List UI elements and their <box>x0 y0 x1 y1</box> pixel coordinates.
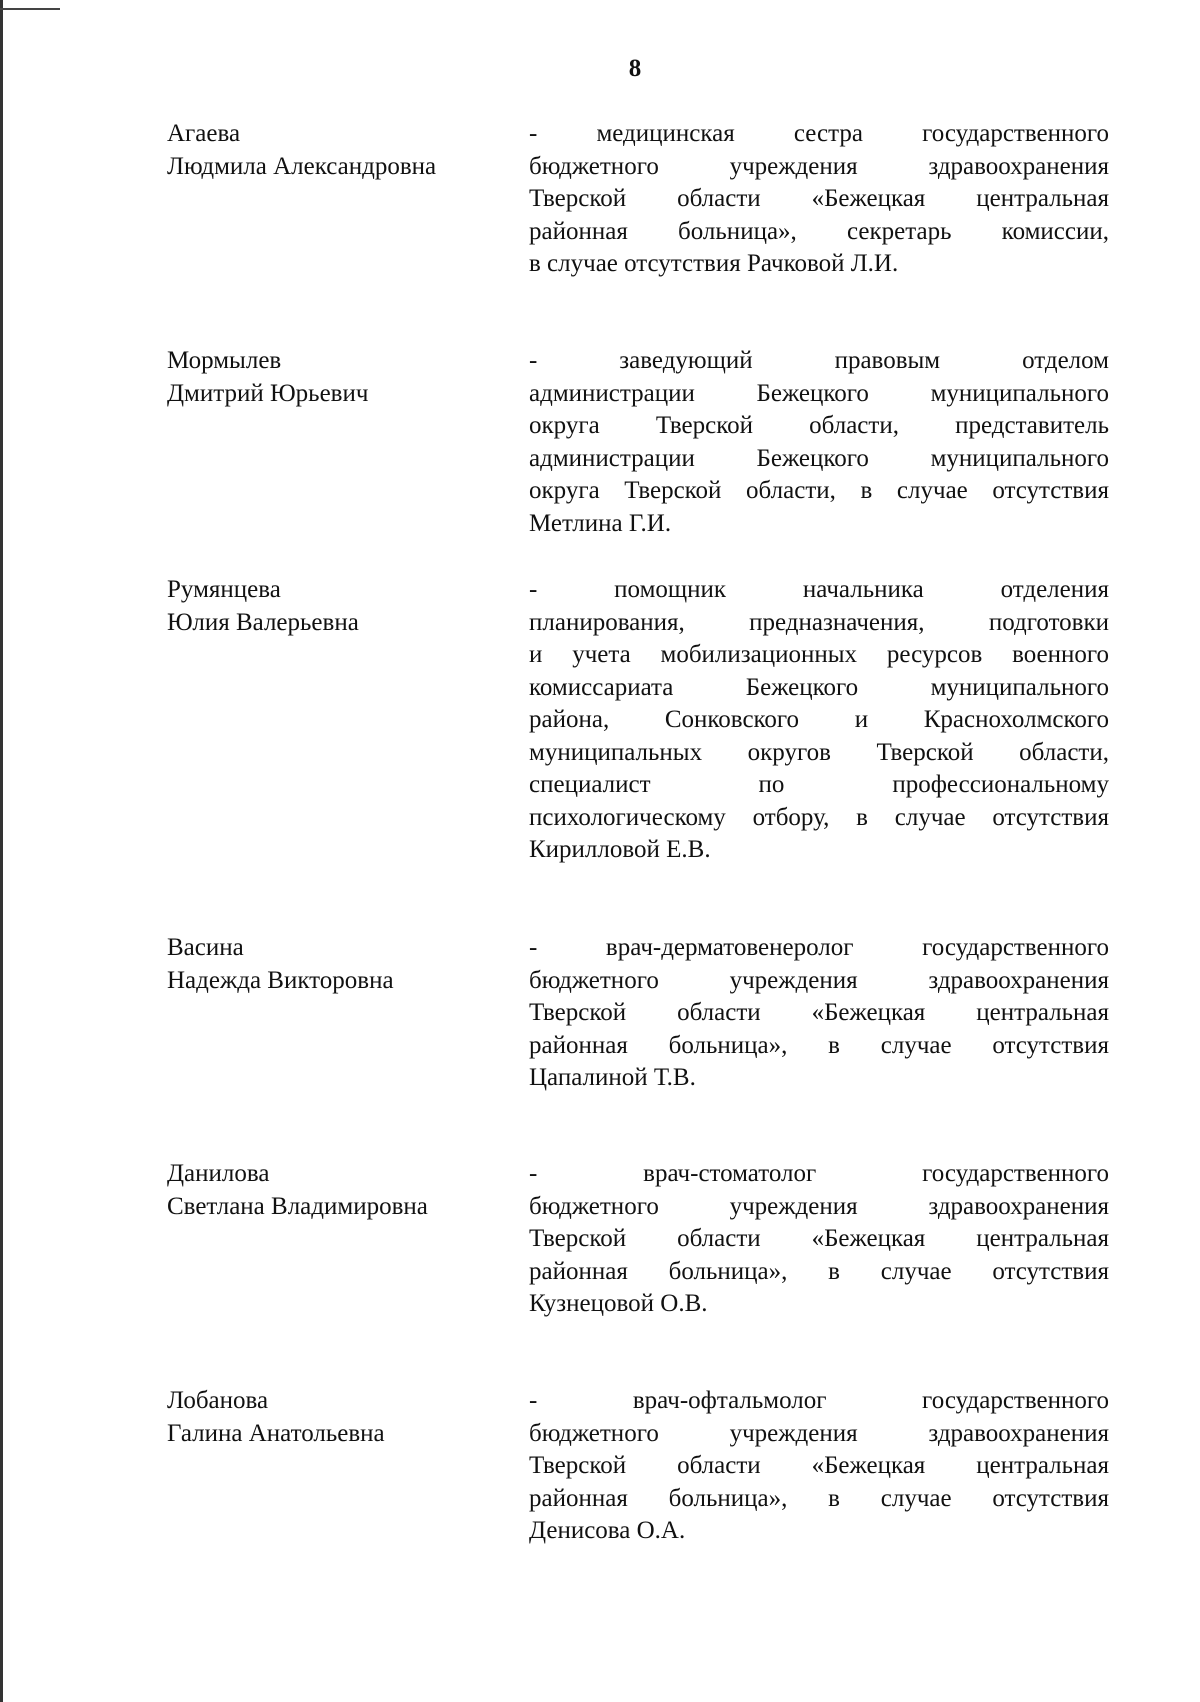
member-given-names: Юлия Валерьевна <box>167 608 359 636</box>
description-line: бюджетного учреждения здравоохранения <box>529 966 1109 994</box>
description-line: - врач-стоматолог государственного <box>529 1160 1109 1187</box>
member-role-description <box>529 1385 1109 1548</box>
description-line: - медицинская сестра государственного <box>529 120 1109 147</box>
description-line: районная больница», секретарь комиссии, <box>529 217 1109 245</box>
description-line: Кирилловой Е.В. <box>529 836 711 863</box>
member-role-description <box>529 574 1109 867</box>
description-line: районная больница», в случае отсутствия <box>529 1031 1109 1059</box>
member-name <box>167 932 507 997</box>
member-surname: Лобанова <box>167 1387 269 1414</box>
description-line: округа Тверской области, представитель <box>529 412 1109 439</box>
description-line: Тверской области «Бежецкая центральная <box>529 185 1109 212</box>
description-line: районная больница», в случае отсутствия <box>529 1484 1109 1512</box>
member-name <box>167 1158 507 1223</box>
member-role-description <box>529 345 1109 540</box>
member-given-names: Галина Анатольевна <box>167 1419 385 1447</box>
description-line: Тверской области «Бежецкая центральная <box>529 1452 1109 1479</box>
member-role-description <box>529 1158 1109 1321</box>
member-surname: Мормылев <box>167 347 282 374</box>
description-line: - врач-дерматовенеролог государственного <box>529 934 1109 961</box>
member-surname: Данилова <box>167 1160 270 1187</box>
description-line: бюджетного учреждения здравоохранения <box>529 152 1109 180</box>
left-margin-line <box>0 0 3 1702</box>
description-line: муниципальных округов Тверской области, <box>529 738 1109 766</box>
description-line: администрации Бежецкого муниципального <box>529 444 1109 472</box>
member-given-names: Дмитрий Юрьевич <box>167 379 369 407</box>
member-name <box>167 574 507 639</box>
description-line: в случае отсутствия Рачковой Л.И. <box>529 250 899 277</box>
member-given-names: Светлана Владимировна <box>167 1192 428 1220</box>
description-line: - врач-офтальмолог государственного <box>529 1387 1109 1414</box>
member-role-description <box>529 932 1109 1095</box>
description-line: Метлина Г.И. <box>529 509 672 537</box>
description-line: администрации Бежецкого муниципального <box>529 379 1109 407</box>
description-line: Цапалиной Т.В. <box>529 1064 696 1091</box>
description-line: - помощник начальника отделения <box>529 576 1109 603</box>
member-name <box>167 118 507 183</box>
member-surname: Агаева <box>167 120 241 147</box>
member-given-names: Надежда Викторовна <box>167 966 394 994</box>
description-line: Денисова О.А. <box>529 1517 686 1544</box>
page-number: 8 <box>628 55 642 82</box>
description-line: комиссариата Бежецкого муниципального <box>529 673 1109 701</box>
member-name <box>167 1385 507 1450</box>
top-left-edge-line <box>0 8 60 10</box>
description-line: бюджетного учреждения здравоохранения <box>529 1192 1109 1220</box>
member-given-names: Людмила Александровна <box>167 152 437 180</box>
description-line: Тверской области «Бежецкая центральная <box>529 999 1109 1026</box>
member-name <box>167 345 507 410</box>
description-line: районная больница», в случае отсутствия <box>529 1257 1109 1285</box>
member-surname: Румянцева <box>167 576 281 603</box>
description-line: планирования, предназначения, подготовки <box>529 608 1109 636</box>
description-line: - заведующий правовым отделом <box>529 347 1109 374</box>
description-line: специалист по профессиональному <box>529 771 1109 798</box>
description-line: Тверской области «Бежецкая центральная <box>529 1225 1109 1252</box>
description-line: Кузнецовой О.В. <box>529 1290 708 1317</box>
description-line: бюджетного учреждения здравоохранения <box>529 1419 1109 1447</box>
description-line: и учета мобилизационных ресурсов военного <box>529 641 1109 668</box>
description-line: округа Тверской области, в случае отсутствия <box>529 477 1109 504</box>
member-role-description <box>529 118 1109 281</box>
description-line: района, Сонковского и Краснохолмского <box>529 706 1109 733</box>
description-line: психологическому отбору, в случае отсутствия <box>529 803 1109 831</box>
member-surname: Васина <box>167 934 244 961</box>
